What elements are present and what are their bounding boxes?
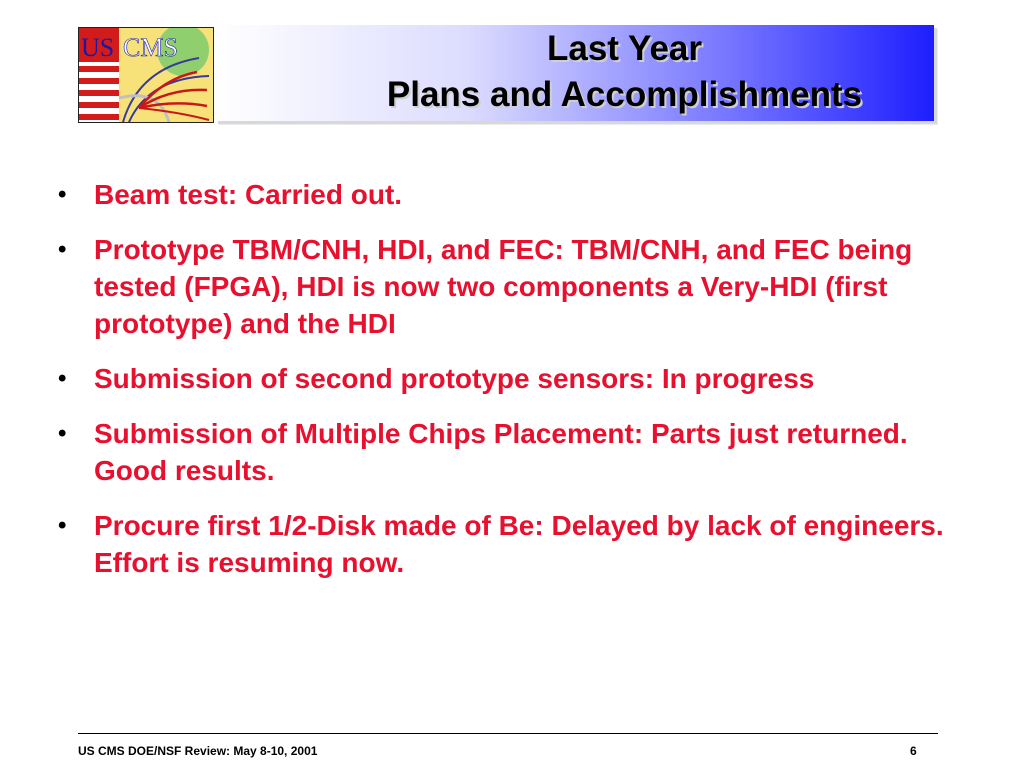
us-cms-logo bbox=[78, 27, 214, 123]
bullet-item bbox=[56, 415, 986, 489]
bullet-item bbox=[56, 231, 986, 342]
page-number: 6 bbox=[910, 744, 917, 758]
bullet-text: Submission of second prototype sensors: In progress bbox=[94, 363, 815, 394]
footer-caption: US CMS DOE/NSF Review: May 8-10, 2001 bbox=[78, 744, 318, 758]
slide-title-line-1: Last Year bbox=[546, 29, 703, 68]
bullet-marker: • bbox=[58, 512, 67, 539]
bullet-text: Beam test: Carried out. bbox=[94, 179, 403, 210]
bullet-marker: • bbox=[58, 236, 67, 263]
bullet-item bbox=[56, 176, 986, 213]
title-banner bbox=[215, 25, 934, 121]
bullet-text: Prototype TBM/CNH, HDI, and FEC: TBM/CNH, and FEC being tested (FPGA), HDI is now two components a Very-HDI (first prototype) and the HDI bbox=[94, 234, 913, 339]
bullet-marker: • bbox=[58, 420, 67, 447]
bullet-marker: • bbox=[58, 365, 67, 392]
bullet-item bbox=[56, 507, 986, 581]
logo-text-us: US bbox=[81, 33, 115, 62]
logo-text-cms: CMS bbox=[123, 33, 178, 62]
bullet-item bbox=[56, 360, 986, 397]
bullet-list bbox=[56, 176, 986, 599]
bullet-text: Submission of Multiple Chips Placement: Parts just returned. Good results. bbox=[94, 418, 908, 486]
bullet-marker: • bbox=[58, 181, 67, 208]
slide-title-line-2: Plans and Accomplishments bbox=[386, 75, 863, 114]
footer-divider bbox=[78, 733, 938, 734]
bullet-text: Procure first 1/2-Disk made of Be: Delayed by lack of engineers. Effort is resuming now. bbox=[94, 510, 944, 578]
